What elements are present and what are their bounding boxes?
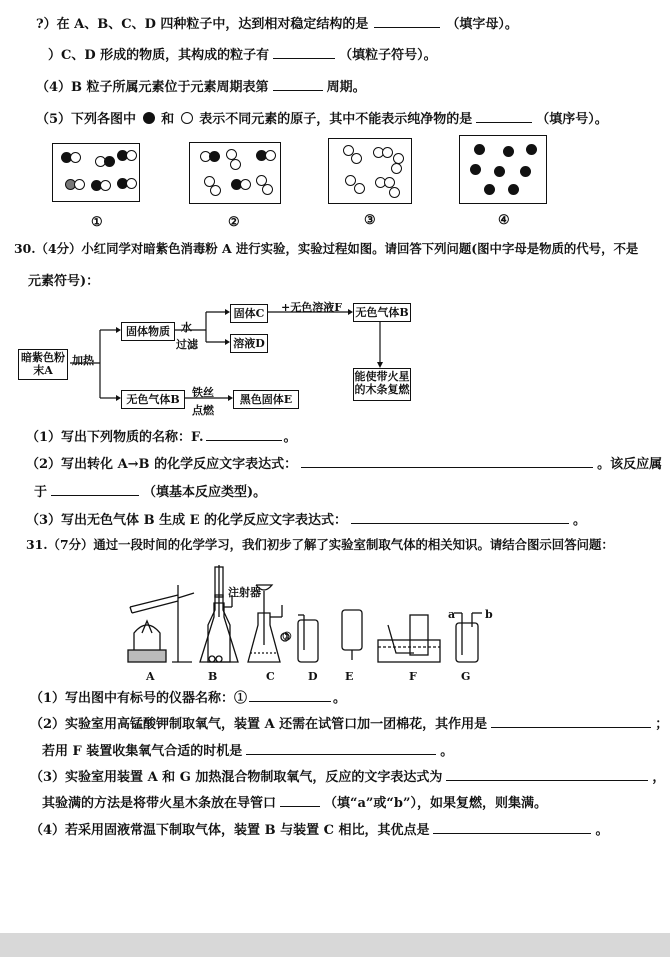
answer-blank[interactable] bbox=[351, 511, 569, 524]
particle-diagram-2 bbox=[189, 142, 281, 204]
black-atom-icon bbox=[143, 112, 155, 124]
apparatus-label-A: A bbox=[146, 670, 155, 683]
flow-solid-mix-box: 固体物质 bbox=[121, 322, 175, 341]
q31-q1: （1）写出图中有标号的仪器名称：① 。 bbox=[30, 691, 347, 706]
flow-solution-d-box: 溶液D bbox=[230, 334, 268, 353]
flow-ignite-label: 点燃 bbox=[192, 404, 214, 417]
diagram-label-3: ③ bbox=[364, 213, 376, 228]
flow-water-label: 水 bbox=[181, 321, 192, 334]
port-a-label: a bbox=[448, 608, 456, 621]
q29-part5: （5）下列各图中 和 表示不同元素的原子，其中不能表示纯净物的是 （填序号）。 bbox=[36, 112, 608, 127]
flow-add-f-label: +无色溶液F bbox=[281, 301, 343, 314]
q31-q2b: 若用 F 装置收集氧气合适的时机是 。 bbox=[42, 744, 454, 759]
answer-blank[interactable] bbox=[206, 428, 282, 441]
answer-blank[interactable] bbox=[51, 483, 139, 496]
particle-diagram-3 bbox=[328, 138, 412, 204]
answer-blank[interactable] bbox=[246, 742, 436, 755]
particle-diagram-4 bbox=[459, 135, 547, 204]
instrument-number-1: ① bbox=[282, 630, 292, 643]
answer-blank[interactable] bbox=[374, 15, 440, 28]
q29-part4: （4）B 粒子所属元素位于元素周期表第 周期。 bbox=[36, 80, 366, 95]
flow-splint-box: 能使带火星的木条复燃 bbox=[353, 368, 411, 401]
port-b-label: b bbox=[485, 608, 493, 621]
answer-blank[interactable] bbox=[491, 715, 651, 728]
flow-heat-label: 加热 bbox=[72, 354, 94, 367]
answer-blank[interactable] bbox=[249, 689, 331, 702]
bottom-scan-margin bbox=[0, 933, 670, 957]
apparatus-label-G: G bbox=[461, 670, 471, 683]
particle-diagram-1 bbox=[52, 143, 140, 202]
q31-q3: （3）实验室用装置 A 和 G 加热混合物制取氧气，反应的文字表达式为 ， bbox=[30, 770, 666, 785]
q30-intro-line1: 30.（4分）小红同学对暗紫色消毒粉 A 进行实验，实验过程如图。请回答下列问题(图中字母是物质的代号，不是 bbox=[14, 241, 639, 256]
flow-start-box: 暗紫色粉末A bbox=[18, 349, 68, 380]
answer-blank[interactable] bbox=[446, 768, 648, 781]
answer-blank[interactable] bbox=[273, 78, 323, 91]
q31-q2: （2）实验室用高锰酸钾制取氧气，装置 A 还需在试管口加一团棉花，其作用是 ； bbox=[30, 717, 669, 732]
apparatus-label-E: E bbox=[345, 670, 354, 683]
flow-solid-e-box: 黑色固体E bbox=[233, 390, 299, 409]
q30-q1: （1）写出下列物质的名称：F. 。 bbox=[26, 430, 297, 445]
flow-gas-b-top-box: 无色气体B bbox=[353, 303, 411, 322]
diagram-label-2: ② bbox=[228, 215, 240, 230]
q31-q4: （4）若采用固液常温下制取气体，装置 B 与装置 C 相比，其优点是 。 bbox=[30, 823, 609, 838]
lab-apparatus-diagram bbox=[120, 555, 530, 685]
q30-q3: （3）写出无色气体 B 生成 E 的化学反应文字表达式： 。 bbox=[26, 513, 587, 528]
apparatus-label-D: D bbox=[308, 670, 318, 683]
flow-filter-label: 过滤 bbox=[176, 338, 198, 351]
flow-solid-c-box: 固体C bbox=[230, 304, 268, 323]
diagram-label-4: ④ bbox=[498, 213, 510, 228]
flow-iron-wire-label: 铁丝 bbox=[192, 386, 214, 399]
answer-blank[interactable] bbox=[280, 794, 320, 807]
diagram-label-1: ① bbox=[91, 215, 103, 230]
q30-intro-line2: 元素符号)： bbox=[28, 274, 100, 289]
answer-blank[interactable] bbox=[301, 455, 593, 468]
q31-q3b: 其验满的方法是将带火星木条放在导管口 （填“a”或“b”），如果复燃，则集满。 bbox=[42, 796, 547, 811]
q31-intro: 31.（7分）通过一段时间的化学学习，我们初步了解了实验室制取气体的相关知识。请结合图示回答问题： bbox=[26, 537, 614, 552]
q30-q2: （2）写出转化 A→B 的化学反应文字表达式： 。该反应属 bbox=[26, 457, 663, 472]
syringe-label: 注射器 bbox=[228, 586, 261, 599]
q29-part-cd: ）C、D 形成的物质，其构成的粒子有 （填粒子符号）。 bbox=[48, 48, 437, 63]
apparatus-label-C: C bbox=[266, 670, 275, 683]
flow-gas-b-box: 无色气体B bbox=[121, 390, 185, 409]
white-atom-icon bbox=[181, 112, 193, 124]
answer-blank[interactable] bbox=[273, 46, 335, 59]
apparatus-label-B: B bbox=[208, 670, 218, 683]
q29-part3: ?）在 A、B、C、D 四种粒子中，达到相对稳定结构的是 （填字母）。 bbox=[36, 17, 518, 32]
q30-q2b: 于 （填基本反应类型)。 bbox=[34, 485, 267, 500]
answer-blank[interactable] bbox=[433, 821, 591, 834]
answer-blank[interactable] bbox=[476, 110, 532, 123]
apparatus-label-F: F bbox=[409, 670, 417, 683]
